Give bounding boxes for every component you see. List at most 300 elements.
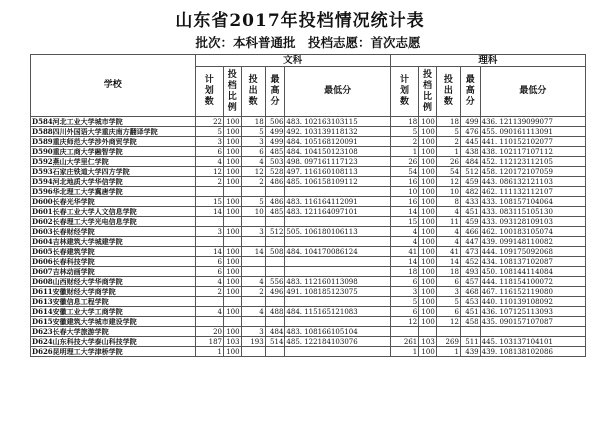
like-admitted-count-cell: 18 bbox=[436, 117, 460, 127]
like-max-score-cell: 482 bbox=[460, 187, 480, 197]
table-row bbox=[31, 247, 586, 257]
like-ratio-cell: 100 bbox=[419, 227, 437, 237]
wenke-admitted-count-cell bbox=[241, 347, 265, 357]
table-row bbox=[31, 167, 586, 177]
like-ratio-cell: 100 bbox=[419, 297, 437, 307]
wenke-max-score-cell: 556 bbox=[265, 277, 285, 287]
table-row bbox=[31, 337, 586, 347]
like-min-score-cell: 435. 090157107087 bbox=[480, 317, 585, 327]
like-min-score-cell: 436. 107125113093 bbox=[480, 307, 585, 317]
like-admitted-count-cell bbox=[436, 327, 460, 337]
like-max-score-cell: 439 bbox=[460, 347, 480, 357]
school-name-cell: D623长春大学旅游学院 bbox=[31, 327, 196, 337]
like-min-score-cell: 439. 099148110082 bbox=[480, 237, 585, 247]
wenke-admitted-count-cell: 3 bbox=[241, 227, 265, 237]
like-admitted-count-cell: 8 bbox=[436, 197, 460, 207]
like-ratio-cell: 100 bbox=[419, 167, 437, 177]
wenke-plan-count-cell bbox=[195, 217, 224, 227]
table-row bbox=[31, 217, 586, 227]
table-row bbox=[31, 187, 586, 197]
table-row bbox=[31, 227, 586, 237]
wenke-admitted-count-cell: 18 bbox=[241, 117, 265, 127]
like-ratio-cell: 100 bbox=[419, 347, 437, 357]
school-name-cell: D603长春财经学院 bbox=[31, 227, 196, 237]
like-admitted-count-cell: 1 bbox=[436, 147, 460, 157]
wenke-max-score-cell: 496 bbox=[265, 287, 285, 297]
wenke-min-score-cell bbox=[285, 347, 390, 357]
like-max-score-cell: 451 bbox=[460, 207, 480, 217]
wenke-plan-count-cell: 4 bbox=[195, 307, 224, 317]
school-name-cell: D611安徽财经大学商学院 bbox=[31, 287, 196, 297]
like-admitted-count-cell: 6 bbox=[436, 277, 460, 287]
wenke-max-score-cell: 486 bbox=[265, 197, 285, 207]
wenke-ratio-cell: 100 bbox=[224, 287, 242, 297]
like-plan-count-cell: 15 bbox=[390, 217, 419, 227]
wenke-plan-count-cell bbox=[195, 187, 224, 197]
like-min-score-cell: 434. 108137102087 bbox=[480, 257, 585, 267]
table-row bbox=[31, 137, 586, 147]
like-plan-count-cell: 1 bbox=[390, 347, 419, 357]
wenke-plan-count-cell bbox=[195, 317, 224, 327]
like-max-score-cell: 458 bbox=[460, 317, 480, 327]
like-ratio-cell: 100 bbox=[419, 187, 437, 197]
like-plan-count-cell: 10 bbox=[390, 187, 419, 197]
like-max-score-cell: 447 bbox=[460, 237, 480, 247]
wenke-admitted-count-cell: 3 bbox=[241, 137, 265, 147]
wenke-min-score-cell: 484. 104150123108 bbox=[285, 147, 390, 157]
wenke-admitted-count-cell: 10 bbox=[241, 207, 265, 217]
wenke-plan-count-cell: 4 bbox=[195, 157, 224, 167]
wenke-plan-count-cell: 6 bbox=[195, 147, 224, 157]
like-admitted-count-cell: 3 bbox=[436, 287, 460, 297]
wenke-max-score-cell bbox=[265, 187, 285, 197]
table-row bbox=[31, 267, 586, 277]
school-name-cell: D588四川外国语大学重庆南方翻译学院 bbox=[31, 127, 196, 137]
like-plan-count-cell: 12 bbox=[390, 317, 419, 327]
like-ratio-cell: 100 bbox=[419, 317, 437, 327]
like-min-score-cell: 433. 108157104064 bbox=[480, 197, 585, 207]
like-max-score-cell: 484 bbox=[460, 157, 480, 167]
wenke-admitted-count-cell: 2 bbox=[241, 177, 265, 187]
wenke-ratio-cell: 100 bbox=[224, 167, 242, 177]
wenke-ratio-cell: 100 bbox=[224, 247, 242, 257]
wenke-admitted-count-cell bbox=[241, 217, 265, 227]
wenke-plan-count-cell bbox=[195, 297, 224, 307]
wenke-admitted-count-cell: 2 bbox=[241, 287, 265, 297]
like-ratio-cell: 100 bbox=[419, 217, 437, 227]
wenke-ratio-cell: 100 bbox=[224, 267, 242, 277]
school-name-cell: D607吉林动画学院 bbox=[31, 267, 196, 277]
school-name-cell: D584河北工业大学城市学院 bbox=[31, 117, 196, 127]
like-ratio-cell: 100 bbox=[419, 267, 437, 277]
table-row bbox=[31, 327, 586, 337]
like-admitted-count-cell: 18 bbox=[436, 267, 460, 277]
wenke-ratio-cell: 100 bbox=[224, 277, 242, 287]
wenke-plan-count-cell bbox=[195, 237, 224, 247]
school-name-cell: D594河北地质大学华信学院 bbox=[31, 177, 196, 187]
wenke-min-score-cell: 484. 105168120091 bbox=[285, 137, 390, 147]
like-admitted-count-cell: 14 bbox=[436, 257, 460, 267]
wenke-min-score-cell: 484. 115165121083 bbox=[285, 307, 390, 317]
wenke-ratio-cell: 100 bbox=[224, 147, 242, 157]
school-name-cell: D602长春理工大学光电信息学院 bbox=[31, 217, 196, 227]
like-ratio-cell: 100 bbox=[419, 177, 437, 187]
like-admitted-count-cell: 26 bbox=[436, 157, 460, 167]
wenke-ratio-cell: 100 bbox=[224, 177, 242, 187]
like-min-score-cell bbox=[480, 327, 585, 337]
wenke-plan-count-cell: 3 bbox=[195, 227, 224, 237]
wenke-ratio-cell: 100 bbox=[224, 327, 242, 337]
wenke-plan-count-cell: 22 bbox=[195, 117, 224, 127]
wenke-plan-count-cell: 2 bbox=[195, 177, 224, 187]
like-min-score-cell: 440. 110139108092 bbox=[480, 297, 585, 307]
like-min-score-header: 最低分 bbox=[480, 67, 585, 117]
school-name-cell: D590重庆工商大学融智学院 bbox=[31, 147, 196, 157]
wenke-header: 文科 bbox=[195, 55, 390, 67]
like-ratio-cell: 100 bbox=[419, 127, 437, 137]
school-name-cell: D626昆明理工大学津桥学院 bbox=[31, 347, 196, 357]
like-plan-count-cell: 16 bbox=[390, 197, 419, 207]
wenke-max-score-cell bbox=[265, 297, 285, 307]
wenke-min-score-cell bbox=[285, 187, 390, 197]
like-min-score-cell: 433. 083115105130 bbox=[480, 207, 585, 217]
like-ratio-cell: 100 bbox=[419, 287, 437, 297]
table-row bbox=[31, 287, 586, 297]
like-ratio-cell: 100 bbox=[419, 307, 437, 317]
wenke-ratio-cell: 100 bbox=[224, 347, 242, 357]
wenke-plan-count-cell: 6 bbox=[195, 267, 224, 277]
school-name-cell: D600长春光华学院 bbox=[31, 197, 196, 207]
like-min-score-cell: 452. 112123112105 bbox=[480, 157, 585, 167]
table-row bbox=[31, 177, 586, 187]
wenke-admitted-count-cell bbox=[241, 187, 265, 197]
wenke-ratio-header: 投 档 比 例 bbox=[224, 67, 242, 117]
like-admitted-count-cell: 12 bbox=[436, 177, 460, 187]
like-min-score-cell: 445. 103137104101 bbox=[480, 337, 585, 347]
wenke-ratio-cell: 100 bbox=[224, 127, 242, 137]
wenke-plan-count-cell: 3 bbox=[195, 137, 224, 147]
wenke-admitted-count-cell bbox=[241, 297, 265, 307]
wenke-plan-count-cell: 5 bbox=[195, 127, 224, 137]
like-max-score-cell: 499 bbox=[460, 117, 480, 127]
like-max-score-cell: 459 bbox=[460, 177, 480, 187]
like-ratio-cell: 100 bbox=[419, 147, 437, 157]
school-name-cell: D589重庆师范大学涉外商贸学院 bbox=[31, 137, 196, 147]
like-plan-count-cell: 261 bbox=[390, 337, 419, 347]
like-plan-count-cell: 6 bbox=[390, 307, 419, 317]
like-admitted-count-cell: 11 bbox=[436, 217, 460, 227]
wenke-ratio-cell: 100 bbox=[224, 307, 242, 317]
wenke-plan-count-cell: 1 bbox=[195, 347, 224, 357]
wenke-max-score-cell: 503 bbox=[265, 157, 285, 167]
admission-table bbox=[30, 54, 586, 357]
like-plan-count-cell: 16 bbox=[390, 177, 419, 187]
wenke-min-score-cell: 483. 116164112091 bbox=[285, 197, 390, 207]
school-name-cell: D606长春科技学院 bbox=[31, 257, 196, 267]
like-min-score-cell: 436. 121139099077 bbox=[480, 117, 585, 127]
school-name-cell: D601长春工业大学人文信息学院 bbox=[31, 207, 196, 217]
like-min-score-cell: 439. 108138102086 bbox=[480, 347, 585, 357]
table-row bbox=[31, 117, 586, 127]
wenke-min-score-cell: 485. 122184103076 bbox=[285, 337, 390, 347]
wenke-admitted-count-cell bbox=[241, 257, 265, 267]
like-min-score-cell: 467. 116152119080 bbox=[480, 287, 585, 297]
like-max-score-cell: 512 bbox=[460, 167, 480, 177]
wenke-ratio-cell bbox=[224, 217, 242, 227]
table-row bbox=[31, 207, 586, 217]
table-row bbox=[31, 317, 586, 327]
like-plan-count-cell: 26 bbox=[390, 157, 419, 167]
wenke-min-score-cell: 483. 102163103115 bbox=[285, 117, 390, 127]
wenke-ratio-cell: 100 bbox=[224, 137, 242, 147]
wenke-admitted-count-cell bbox=[241, 317, 265, 327]
like-max-score-cell: 476 bbox=[460, 127, 480, 137]
wenke-min-score-cell: 483. 121164097101 bbox=[285, 207, 390, 217]
table-row bbox=[31, 277, 586, 287]
school-name-cell: D596华北理工大学冀唐学院 bbox=[31, 187, 196, 197]
like-max-score-cell: 459 bbox=[460, 217, 480, 227]
table-row bbox=[31, 257, 586, 267]
wenke-min-score-cell: 483. 108166105104 bbox=[285, 327, 390, 337]
like-admitted-count-cell: 41 bbox=[436, 247, 460, 257]
wenke-max-score-cell: 488 bbox=[265, 307, 285, 317]
table-row bbox=[31, 197, 586, 207]
wenke-plan-count-cell: 4 bbox=[195, 277, 224, 287]
wenke-max-score-cell: 508 bbox=[265, 247, 285, 257]
wenke-max-score-cell: 528 bbox=[265, 167, 285, 177]
like-plan-count-cell: 14 bbox=[390, 257, 419, 267]
like-plan-count-cell: 6 bbox=[390, 277, 419, 287]
like-max-score-cell: 451 bbox=[460, 307, 480, 317]
like-max-score-header: 最 高 分 bbox=[460, 67, 480, 117]
wenke-ratio-cell: 100 bbox=[224, 157, 242, 167]
wenke-plan-count-header: 计 划 数 bbox=[195, 67, 224, 117]
wenke-min-score-cell bbox=[285, 217, 390, 227]
wenke-max-score-cell: 484 bbox=[265, 327, 285, 337]
like-min-score-cell: 455. 090161113091 bbox=[480, 127, 585, 137]
wenke-ratio-cell: 100 bbox=[224, 257, 242, 267]
wenke-max-score-cell bbox=[265, 317, 285, 327]
like-min-score-cell: 444. 118154100072 bbox=[480, 277, 585, 287]
wenke-admitted-count-cell: 4 bbox=[241, 157, 265, 167]
table-body bbox=[31, 117, 586, 357]
wenke-min-score-cell: 492. 103139118132 bbox=[285, 127, 390, 137]
like-max-score-cell: 468 bbox=[460, 287, 480, 297]
like-ratio-cell bbox=[419, 327, 437, 337]
like-admitted-count-cell: 4 bbox=[436, 237, 460, 247]
like-ratio-cell: 100 bbox=[419, 117, 437, 127]
like-ratio-cell: 100 bbox=[419, 237, 437, 247]
wenke-ratio-cell: 100 bbox=[224, 117, 242, 127]
like-plan-count-cell: 18 bbox=[390, 117, 419, 127]
wenke-min-score-cell: 485. 106158109112 bbox=[285, 177, 390, 187]
wenke-min-score-cell bbox=[285, 257, 390, 267]
like-max-score-cell: 445 bbox=[460, 137, 480, 147]
like-plan-count-cell: 41 bbox=[390, 247, 419, 257]
like-ratio-cell: 100 bbox=[419, 197, 437, 207]
wenke-ratio-cell bbox=[224, 187, 242, 197]
wenke-ratio-cell: 103 bbox=[224, 337, 242, 347]
wenke-plan-count-cell: 14 bbox=[195, 207, 224, 217]
table-row bbox=[31, 127, 586, 137]
like-admitted-count-cell: 10 bbox=[436, 187, 460, 197]
school-name-cell: D624山东科技大学泰山科技学院 bbox=[31, 337, 196, 347]
wenke-max-score-cell: 485 bbox=[265, 207, 285, 217]
like-admitted-count-cell: 4 bbox=[436, 227, 460, 237]
like-min-score-cell: 441. 110152102077 bbox=[480, 137, 585, 147]
like-plan-count-cell: 1 bbox=[390, 147, 419, 157]
like-plan-count-cell: 54 bbox=[390, 167, 419, 177]
school-name-cell: D614安徽工业大学工商学院 bbox=[31, 307, 196, 317]
wenke-admitted-count-cell bbox=[241, 237, 265, 247]
wenke-admitted-count-cell: 6 bbox=[241, 147, 265, 157]
wenke-min-score-cell bbox=[285, 237, 390, 247]
like-admitted-count-cell: 1 bbox=[436, 347, 460, 357]
wenke-max-score-cell: 506 bbox=[265, 117, 285, 127]
like-ratio-cell: 100 bbox=[419, 277, 437, 287]
table-row bbox=[31, 297, 586, 307]
wenke-admitted-count-cell: 3 bbox=[241, 327, 265, 337]
like-max-score-cell: 493 bbox=[460, 267, 480, 277]
like-plan-count-cell bbox=[390, 327, 419, 337]
wenke-admitted-count-cell: 12 bbox=[241, 167, 265, 177]
wenke-admitted-count-cell: 4 bbox=[241, 277, 265, 287]
like-plan-count-cell: 5 bbox=[390, 127, 419, 137]
wenke-max-score-header: 最 高 分 bbox=[265, 67, 285, 117]
wenke-max-score-cell: 514 bbox=[265, 337, 285, 347]
wenke-max-score-cell: 486 bbox=[265, 177, 285, 187]
wenke-admitted-count-cell: 193 bbox=[241, 337, 265, 347]
like-max-score-cell bbox=[460, 327, 480, 337]
school-name-cell: D615安徽建筑大学城市建设学院 bbox=[31, 317, 196, 327]
like-admitted-count-header: 投 出 数 bbox=[436, 67, 460, 117]
school-name-cell: D604吉林建筑大学城建学院 bbox=[31, 237, 196, 247]
like-plan-count-cell: 5 bbox=[390, 297, 419, 307]
page-title: 山东省2017年投档情况统计表 bbox=[175, 11, 425, 31]
wenke-max-score-cell bbox=[265, 217, 285, 227]
wenke-plan-count-cell: 187 bbox=[195, 337, 224, 347]
page-subtitle: 批次：本科普通批 投档志愿：首次志愿 bbox=[195, 35, 421, 50]
wenke-plan-count-cell: 2 bbox=[195, 287, 224, 297]
wenke-plan-count-cell: 14 bbox=[195, 247, 224, 257]
school-header: 学校 bbox=[31, 55, 196, 117]
wenke-min-score-cell: 491. 108185123075 bbox=[285, 287, 390, 297]
wenke-ratio-cell: 100 bbox=[224, 207, 242, 217]
wenke-min-score-cell: 484. 104170086124 bbox=[285, 247, 390, 257]
like-min-score-cell: 443. 086132121103 bbox=[480, 177, 585, 187]
like-admitted-count-cell: 54 bbox=[436, 167, 460, 177]
table-row bbox=[31, 237, 586, 247]
like-ratio-cell: 100 bbox=[419, 247, 437, 257]
wenke-admitted-count-cell: 5 bbox=[241, 197, 265, 207]
like-plan-count-cell: 3 bbox=[390, 287, 419, 297]
like-ratio-cell: 103 bbox=[419, 337, 437, 347]
wenke-ratio-cell bbox=[224, 317, 242, 327]
like-max-score-cell: 473 bbox=[460, 247, 480, 257]
like-max-score-cell: 433 bbox=[460, 197, 480, 207]
wenke-min-score-cell: 498. 097161117123 bbox=[285, 157, 390, 167]
wenke-max-score-cell bbox=[265, 257, 285, 267]
like-min-score-cell: 458. 120172107059 bbox=[480, 167, 585, 177]
school-name-cell: D605长春建筑学院 bbox=[31, 247, 196, 257]
wenke-ratio-cell: 100 bbox=[224, 197, 242, 207]
wenke-min-score-cell bbox=[285, 297, 390, 307]
wenke-min-score-cell: 505. 106180106113 bbox=[285, 227, 390, 237]
like-ratio-cell: 100 bbox=[419, 257, 437, 267]
like-max-score-cell: 452 bbox=[460, 257, 480, 267]
wenke-max-score-cell: 512 bbox=[265, 227, 285, 237]
like-admitted-count-cell: 12 bbox=[436, 317, 460, 327]
wenke-ratio-cell bbox=[224, 237, 242, 247]
like-admitted-count-cell: 5 bbox=[436, 127, 460, 137]
like-min-score-cell: 450. 108144114084 bbox=[480, 267, 585, 277]
like-ratio-cell: 100 bbox=[419, 157, 437, 167]
wenke-plan-count-cell: 12 bbox=[195, 167, 224, 177]
like-admitted-count-cell: 4 bbox=[436, 207, 460, 217]
like-admitted-count-cell: 269 bbox=[436, 337, 460, 347]
like-plan-count-cell: 14 bbox=[390, 207, 419, 217]
like-min-score-cell: 438. 102117107112 bbox=[480, 147, 585, 157]
like-ratio-cell: 100 bbox=[419, 137, 437, 147]
like-plan-count-cell: 4 bbox=[390, 227, 419, 237]
wenke-plan-count-cell: 6 bbox=[195, 257, 224, 267]
like-min-score-cell: 433. 093128109103 bbox=[480, 217, 585, 227]
wenke-admitted-count-cell bbox=[241, 267, 265, 277]
like-max-score-cell: 438 bbox=[460, 147, 480, 157]
wenke-max-score-cell bbox=[265, 237, 285, 247]
school-name-cell: D592燕山大学里仁学院 bbox=[31, 157, 196, 167]
wenke-max-score-cell bbox=[265, 347, 285, 357]
wenke-admitted-count-cell: 4 bbox=[241, 307, 265, 317]
like-min-score-cell: 462. 100183105074 bbox=[480, 227, 585, 237]
wenke-min-score-cell bbox=[285, 267, 390, 277]
like-admitted-count-cell: 5 bbox=[436, 297, 460, 307]
school-name-cell: D593石家庄铁道大学四方学院 bbox=[31, 167, 196, 177]
like-min-score-cell: 462. 111132112107 bbox=[480, 187, 585, 197]
wenke-admitted-count-cell: 5 bbox=[241, 127, 265, 137]
like-plan-count-cell: 4 bbox=[390, 237, 419, 247]
wenke-max-score-cell bbox=[265, 267, 285, 277]
header-row-group bbox=[31, 55, 586, 67]
like-max-score-cell: 457 bbox=[460, 277, 480, 287]
wenke-plan-count-cell: 20 bbox=[195, 327, 224, 337]
like-max-score-cell: 453 bbox=[460, 297, 480, 307]
like-min-score-cell: 444. 109175092068 bbox=[480, 247, 585, 257]
table-row bbox=[31, 347, 586, 357]
table-row bbox=[31, 307, 586, 317]
wenke-min-score-header: 最低分 bbox=[285, 67, 390, 117]
like-ratio-header: 投 档 比 例 bbox=[419, 67, 437, 117]
table-row bbox=[31, 157, 586, 167]
wenke-min-score-cell bbox=[285, 317, 390, 327]
wenke-ratio-cell: 100 bbox=[224, 227, 242, 237]
school-name-cell: D608山西财经大学华商学院 bbox=[31, 277, 196, 287]
table-row bbox=[31, 147, 586, 157]
like-header: 理科 bbox=[390, 55, 585, 67]
like-max-score-cell: 511 bbox=[460, 337, 480, 347]
wenke-min-score-cell: 483. 112160113098 bbox=[285, 277, 390, 287]
like-plan-count-header: 计 划 数 bbox=[390, 67, 419, 117]
like-max-score-cell: 466 bbox=[460, 227, 480, 237]
like-admitted-count-cell: 6 bbox=[436, 307, 460, 317]
like-plan-count-cell: 18 bbox=[390, 267, 419, 277]
wenke-max-score-cell: 485 bbox=[265, 147, 285, 157]
wenke-plan-count-cell: 15 bbox=[195, 197, 224, 207]
like-ratio-cell: 100 bbox=[419, 207, 437, 217]
school-name-cell: D613安徽信息工程学院 bbox=[31, 297, 196, 307]
wenke-min-score-cell: 497. 116160108113 bbox=[285, 167, 390, 177]
like-admitted-count-cell: 2 bbox=[436, 137, 460, 147]
